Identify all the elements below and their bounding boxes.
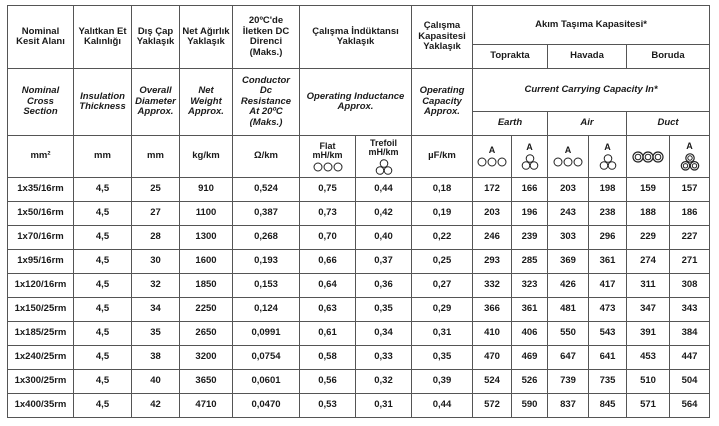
table-cell: 0,66 [300, 250, 356, 274]
table-cell: 0,73 [300, 202, 356, 226]
table-cell: 1x240/25rm [8, 346, 74, 370]
header-current-en: Current Carrying Capacity In* [473, 69, 710, 112]
table-cell: 188 [627, 202, 670, 226]
table-cell: 203 [548, 178, 589, 202]
table-cell: 0,58 [300, 346, 356, 370]
header-earth-en: Earth [473, 112, 548, 136]
table-row [8, 250, 710, 274]
table-cell: 198 [589, 178, 627, 202]
header-insulation-en: Insulation Thickness [74, 69, 132, 136]
table-cell: 504 [670, 370, 710, 394]
flat-unit: mH/km [312, 150, 343, 160]
table-cell: 303 [548, 226, 589, 250]
unit-weight: kg/km [180, 136, 233, 178]
table-cell: 1x400/35rm [8, 394, 74, 418]
icon-letter: A [604, 142, 611, 153]
table-cell: 4,5 [74, 370, 132, 394]
header-inductance-tr: Çalışma İndüktansı Yaklaşık [300, 6, 412, 69]
unit-nominal: mm² [8, 136, 74, 178]
header-resistance-tr: 20ºC'de İletken DC Direnci (Maks.) [233, 6, 300, 69]
table-cell: 837 [548, 394, 589, 418]
unit-resistance: Ω/km [233, 136, 300, 178]
table-cell: 4710 [180, 394, 233, 418]
trefoil-cables-icon [598, 154, 618, 170]
table-cell: 0,32 [356, 370, 412, 394]
table-cell: 572 [473, 394, 512, 418]
table-cell: 524 [473, 370, 512, 394]
header-weight-en: Net Weight Approx. [180, 69, 233, 136]
table-cell: 526 [512, 370, 548, 394]
table-cell: 0,53 [300, 394, 356, 418]
table-cell: 4,5 [74, 202, 132, 226]
header-inductance-en: Operating Inductance Approx. [300, 69, 412, 136]
icon-duct-trefoil [670, 136, 710, 178]
table-cell: 0,37 [356, 250, 412, 274]
table-cell: 1x70/16rm [8, 226, 74, 250]
icon-letter: A [526, 142, 533, 153]
table-cell: 571 [627, 394, 670, 418]
table-cell: 0,64 [300, 274, 356, 298]
table-cell: 332 [473, 274, 512, 298]
table-row [8, 346, 710, 370]
icon-air-trefoil [589, 136, 627, 178]
table-cell: 0,387 [233, 202, 300, 226]
table-row [8, 178, 710, 202]
trefoil-unit: mH/km [368, 147, 399, 157]
table-cell: 0,0470 [233, 394, 300, 418]
table-cell: 0,40 [356, 226, 412, 250]
table-cell: 0,0754 [233, 346, 300, 370]
table-cell: 481 [548, 298, 589, 322]
table-cell: 0,75 [300, 178, 356, 202]
table-cell: 0,19 [412, 202, 473, 226]
table-cell: 4,5 [74, 394, 132, 418]
table-cell: 243 [548, 202, 589, 226]
flat-cables-icon [553, 157, 583, 167]
table-cell: 0,268 [233, 226, 300, 250]
table-cell: 238 [589, 202, 627, 226]
table-cell: 0,29 [412, 298, 473, 322]
table-cell: 0,35 [412, 346, 473, 370]
table-cell: 366 [473, 298, 512, 322]
table-cell: 739 [548, 370, 589, 394]
table-cell: 38 [132, 346, 180, 370]
icon-letter: A [564, 145, 572, 156]
table-cell: 246 [473, 226, 512, 250]
table-cell: 4,5 [74, 178, 132, 202]
header-air-tr: Havada [548, 45, 627, 69]
table-cell: 1x300/25rm [8, 370, 74, 394]
table-cell: 910 [180, 178, 233, 202]
unit-trefoil [356, 136, 412, 178]
table-cell: 0,36 [356, 274, 412, 298]
table-cell: 203 [473, 202, 512, 226]
header-air-en: Air [548, 112, 627, 136]
icon-air-flat [548, 136, 589, 178]
table-cell: 0,31 [412, 322, 473, 346]
table-cell: 447 [670, 346, 710, 370]
table-cell: 1100 [180, 202, 233, 226]
table-cell: 42 [132, 394, 180, 418]
table-cell: 0,70 [300, 226, 356, 250]
table-cell: 27 [132, 202, 180, 226]
table-cell: 361 [589, 250, 627, 274]
table-cell: 0,31 [356, 394, 412, 418]
table-cell: 0,22 [412, 226, 473, 250]
table-cell: 550 [548, 322, 589, 346]
trefoil-formation-icon [374, 159, 394, 175]
icon-earth-flat [473, 136, 512, 178]
unit-capacity: µF/km [412, 136, 473, 178]
table-cell: 417 [589, 274, 627, 298]
table-cell: 735 [589, 370, 627, 394]
table-cell: 406 [512, 322, 548, 346]
table-cell: 641 [589, 346, 627, 370]
table-row [8, 370, 710, 394]
flat-cables-icon [477, 157, 507, 167]
table-cell: 186 [670, 202, 710, 226]
table-cell: 0,25 [412, 250, 473, 274]
table-cell: 0,42 [356, 202, 412, 226]
table-cell: 647 [548, 346, 589, 370]
table-cell: 40 [132, 370, 180, 394]
table-row [8, 298, 710, 322]
icon-earth-trefoil [512, 136, 548, 178]
table-cell: 0,35 [356, 298, 412, 322]
table-cell: 0,193 [233, 250, 300, 274]
table-row [8, 322, 710, 346]
table-cell: 28 [132, 226, 180, 250]
table-cell: 0,61 [300, 322, 356, 346]
table-cell: 470 [473, 346, 512, 370]
header-row-en [8, 69, 710, 112]
table-cell: 0,33 [356, 346, 412, 370]
table-cell: 1x95/16rm [8, 250, 74, 274]
table-cell: 1x150/25rm [8, 298, 74, 322]
table-cell: 285 [512, 250, 548, 274]
table-cell: 1300 [180, 226, 233, 250]
table-cell: 384 [670, 322, 710, 346]
header-current-tr: Akım Taşıma Kapasitesi* [473, 6, 710, 45]
unit-flat [300, 136, 356, 178]
table-cell: 35 [132, 322, 180, 346]
table-cell: 308 [670, 274, 710, 298]
table-cell: 2650 [180, 322, 233, 346]
table-cell: 25 [132, 178, 180, 202]
table-cell: 564 [670, 394, 710, 418]
table-cell: 271 [670, 250, 710, 274]
table-cell: 0,18 [412, 178, 473, 202]
table-cell: 4,5 [74, 250, 132, 274]
flat-label: Flat [319, 140, 336, 151]
table-cell: 469 [512, 346, 548, 370]
header-row-tr [8, 6, 710, 45]
header-nominal-en: Nominal Cross Section [8, 69, 74, 136]
table-cell: 274 [627, 250, 670, 274]
table-cell: 391 [627, 322, 670, 346]
table-cell: 30 [132, 250, 180, 274]
header-duct-en: Duct [627, 112, 710, 136]
table-cell: 1x50/16rm [8, 202, 74, 226]
table-cell: 0,0991 [233, 322, 300, 346]
table-cell: 1x185/25rm [8, 322, 74, 346]
header-weight-tr: Net Ağırlık Yaklaşık [180, 6, 233, 69]
unit-diameter: mm [132, 136, 180, 178]
table-cell: 1850 [180, 274, 233, 298]
table-cell: 196 [512, 202, 548, 226]
table-cell: 369 [548, 250, 589, 274]
table-cell: 0,0601 [233, 370, 300, 394]
table-cell: 1x35/16rm [8, 178, 74, 202]
flat-duct-cables-icon [632, 151, 664, 163]
table-cell: 0,56 [300, 370, 356, 394]
table-cell: 172 [473, 178, 512, 202]
trefoil-duct-cables-icon [679, 153, 701, 171]
table-cell: 4,5 [74, 322, 132, 346]
table-cell: 227 [670, 226, 710, 250]
table-cell: 343 [670, 298, 710, 322]
table-cell: 0,124 [233, 298, 300, 322]
cable-spec-table [7, 5, 710, 418]
icon-letter: A [488, 145, 496, 156]
table-cell: 32 [132, 274, 180, 298]
table-cell: 426 [548, 274, 589, 298]
table-cell: 543 [589, 322, 627, 346]
table-cell: 239 [512, 226, 548, 250]
table-cell: 4,5 [74, 226, 132, 250]
table-cell: 323 [512, 274, 548, 298]
table-cell: 0,34 [356, 322, 412, 346]
table-cell: 1x120/16rm [8, 274, 74, 298]
table-cell: 0,524 [233, 178, 300, 202]
table-cell: 4,5 [74, 274, 132, 298]
header-diameter-en: Overall Diameter Approx. [132, 69, 180, 136]
header-duct-tr: Boruda [627, 45, 710, 69]
table-row [8, 202, 710, 226]
table-cell: 410 [473, 322, 512, 346]
header-nominal-tr: Nominal Kesit Alanı [8, 6, 74, 69]
table-cell: 166 [512, 178, 548, 202]
header-resistance-en: Conductor Dc Resistance At 20ºC (Maks.) [233, 69, 300, 136]
table-cell: 3200 [180, 346, 233, 370]
header-soil-tr: Toprakta [473, 45, 548, 69]
table-cell: 3650 [180, 370, 233, 394]
table-row [8, 226, 710, 250]
table-cell: 34 [132, 298, 180, 322]
header-capacity-en: Operating Capacity Approx. [412, 69, 473, 136]
unit-row [8, 136, 710, 178]
unit-insulation: mm [74, 136, 132, 178]
table-cell: 293 [473, 250, 512, 274]
table-cell: 510 [627, 370, 670, 394]
table-cell: 159 [627, 178, 670, 202]
table-row [8, 274, 710, 298]
table-row [8, 394, 710, 418]
table-cell: 311 [627, 274, 670, 298]
header-capacity-tr: Çalışma Kapasitesi Yaklaşık [412, 6, 473, 69]
header-diameter-tr: Dış Çap Yaklaşık [132, 6, 180, 69]
table-cell: 229 [627, 226, 670, 250]
data-rows [8, 178, 710, 418]
table-cell: 453 [627, 346, 670, 370]
icon-letter: A [686, 141, 693, 152]
header-insulation-tr: Yalıtkan Et Kalınlığı [74, 6, 132, 69]
table-cell: 361 [512, 298, 548, 322]
table-cell: 0,27 [412, 274, 473, 298]
icon-duct-flat [627, 136, 670, 178]
table-cell: 0,44 [412, 394, 473, 418]
table-cell: 473 [589, 298, 627, 322]
table-cell: 347 [627, 298, 670, 322]
table-cell: 157 [670, 178, 710, 202]
table-cell: 4,5 [74, 298, 132, 322]
table-cell: 1600 [180, 250, 233, 274]
table-cell: 845 [589, 394, 627, 418]
table-cell: 0,153 [233, 274, 300, 298]
trefoil-cables-icon [520, 154, 540, 170]
flat-formation-icon [313, 162, 343, 172]
table-cell: 2250 [180, 298, 233, 322]
table-cell: 0,44 [356, 178, 412, 202]
table-cell: 296 [589, 226, 627, 250]
table-cell: 0,39 [412, 370, 473, 394]
trefoil-label: Trefoil [369, 137, 397, 148]
table-cell: 590 [512, 394, 548, 418]
table-cell: 0,63 [300, 298, 356, 322]
table-cell: 4,5 [74, 346, 132, 370]
